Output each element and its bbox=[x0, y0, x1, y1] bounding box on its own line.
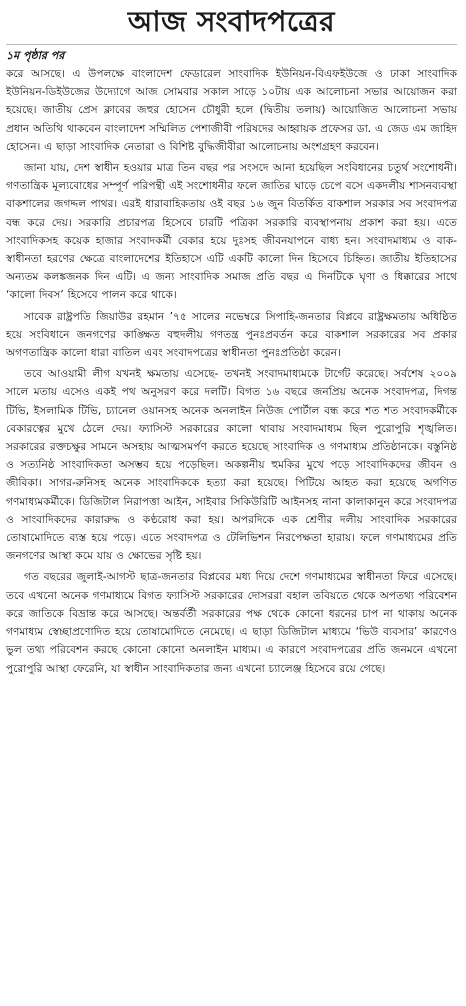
headline: আজ সংবাদপত্রের bbox=[6, 0, 457, 45]
paragraph: করে আসছে। এ উপলক্ষে বাংলাদেশ ফেডারেল সাংবাদিক ইউনিয়ন-বিএফইউজে ও ঢাকা সাংবাদিক ইউনিয়ন-ডিইউজের উদ্যোগে আজ সোমবার সকাল সাড়ে ১০টায় এক আলোচনা সভার আয়োজন করা হয়েছে। জাতীয় প্রেস ক্লাবের জহুর হোসেন চৌধুরী হলে (দ্বিতীয় তলায়) আয়োজিত আলোচনা সভায় প্রধান অতিথি থাকবেন বাংলাদেশ সম্মিলিত পেশাজীবী পরিষদের আহ্বায়ক প্রফেসর ডা. এ জেড এম জাহিদ হোসেন। এ ছাড়া সাংবাদিক নেতারা ও বিশিষ্ট বুদ্ধিজীবীরা আলোচনায় অংশগ্রহণ করবেন। bbox=[6, 68, 457, 153]
paragraph: তবে আওয়ামী লীগ যখনই ক্ষমতায় এসেছে- তখনই সংবাদমাধ্যমকে টার্গেট করেছে। সর্বশেষ ২০০৯ সালে মতায় এসেও একই পথ অনুসরণ করে দলটি। বিগত ১৬ বছরে জনপ্রিয় অনেক সংবাদপত্র, দিগন্ত টিভি, ইসলামিক টিভি, চ্যানেল ওয়ানসহ অনেক অনলাইন নিউজ পোর্টাল বন্ধ করে শত শত সংবাদকর্মীকে বেকারত্বের মুখে ঠেলে দেয়। ফ্যাসিস্ট সরকারের কালো থাবায় সংবাদমাধ্যম ছিল পুরোপুরি শৃঙ্খলিত। সরকারের রক্তচক্ষুর সামনে অসহায় আত্মসমর্পণ করতে হয়েছে সাংবাদিক ও গণমাধ্যম প্রতিষ্ঠানকে। বস্তুনিষ্ঠ ও সত্যনিষ্ঠ সাংবাদিকতা অসম্ভব হয়ে পড়েছিল। অকল্পনীয় হুমকির মুখে পড়ে সাংবাদিকদের জীবন ও জীবিকা। সাগর-রুনিসহ অনেক সাংবাদিককে হত্যা করা হয়েছে। পিটিয়ে আহত করা হয়েছে অগণিত গণমাধ্যমকর্মীকে। ডিজিটাল নিরাপত্তা আইন, সাইবার সিকিউরিটি আইনসহ নানা কালাকানুন করে সংবাদপত্র ও সাংবাদিকদের কারারুদ্ধ ও কণ্ঠরোধ করা হয়। অপরদিকে এক শ্রেণীর দলীয় সাংবাদিক সরকারের তোষামোদিতে ব্যস্ত হয়ে পড়ে। এতে সংবাদপত্র ও টেলিভিশন নিরপেক্ষতা হারায়। ফলে গণমাধ্যমের প্রতি জনগণের আস্থা কমে যায় ও ক্ষোভের সৃষ্টি হয়। bbox=[6, 368, 457, 563]
article-body bbox=[6, 65, 457, 678]
paragraph: সাবেক রাষ্ট্রপতি জিয়াউর রহমান ’৭৫ সালের নভেম্বরে সিপাহি-জনতার বিপ্লবে রাষ্ট্রক্ষমতায় অধিষ্ঠিত হয়ে সংবিধানে জনগণের কাঙ্ক্ষিত বহুদলীয় গণতন্ত্র পুনঃপ্রবর্তন করে বাকশাল সরকারের সব প্রকার অগণতান্ত্রিক কালো ধারা বাতিল এবং সংবাদপত্রের স্বাধীনতা পুনঃপ্রতিষ্ঠা করেন। bbox=[6, 310, 457, 360]
paragraph: জানা যায়, দেশ স্বাধীন হওয়ার মাত্র তিন বছর পর সংসদে আনা হয়েছিল সংবিধানের চতুর্থ সংশোধনী। গণতান্ত্রিক মূল্যবোধের সম্পূর্ণ পরিপন্থী এই সংশোধনীর ফলে জাতির ঘাড়ে চেপে বসে একদলীয় শাসনব্যবস্থা বাকশালের জগদ্দল পাথর। এরই ধারাবাহিকতায় ওই বছর ১৬ জুন বিতর্কিত বাকশাল সরকার সব সংবাদপত্র বন্ধ করে দেয়। সরকারি প্রচারপত্র হিসেবে চারটি পত্রিকা সরকারি ব্যবস্থাপনায় প্রকাশ করা হয়। এতে সাংবাদিকসহ কয়েক হাজার সংবাদকর্মী বেকার হয়ে দুঃসহ জীবনযাপনে বাধ্য হন। সংবাদমাধ্যম ও বাক-স্বাধীনতা হরণের ক্ষেত্রে বাংলাদেশের ইতিহাসে এটি একটি কালো দিন হিসেবে চিহ্নিত। জাতীয় ইতিহাসের অন্যতম কলঙ্কজনক দিন এটি। এ জন্য সাংবাদিক সমাজ প্রতি বছর এ দিনটিকে ঘৃণা ও ধিক্কারের সাথে ‘কালো দিবস’ হিসেবে পালন করে থাকে। bbox=[6, 162, 457, 302]
continued-from-label: ১ম পৃষ্ঠার পর bbox=[6, 49, 65, 62]
paragraph: গত বছরের জুলাই-আগস্ট ছাত্র-জনতার বিপ্লবের মধ্য দিয়ে দেশে গণমাধ্যমের স্বাধীনতা ফিরে এসেছে। তবে এখনো অনেক গণমাধ্যমে বিগত ফ্যাসিস্ট সরকারের দোসররা বহাল তবিয়তে থেকে অপতথ্য পরিবেশন করে জাতিকে বিভ্রান্ত করে আসছে। অন্তর্বর্তী সরকারের পক্ষ থেকে কোনো ধরনের চাপ না থাকায় অনেক গণমাধ্যম স্বেচ্ছাপ্রণোদিত হয়ে তোষামোদিতে নেমেছে। এ ছাড়া ডিজিটাল মাধ্যমে ‘ভিউ ব্যবসার’ কারণেও ভুল তথ্য পরিবেশন করছে কোনো কোনো অনলাইন মাধ্যম। এ কারণে সংবাদপত্রের প্রতি জনমনে এখনো পুরোপুরি আস্থা ফেরেনি, যা স্বাধীন সাংবাদিকতার জন্য এখনো চ্যালেঞ্জ হিসেবে রয়ে গেছে। bbox=[6, 571, 457, 675]
